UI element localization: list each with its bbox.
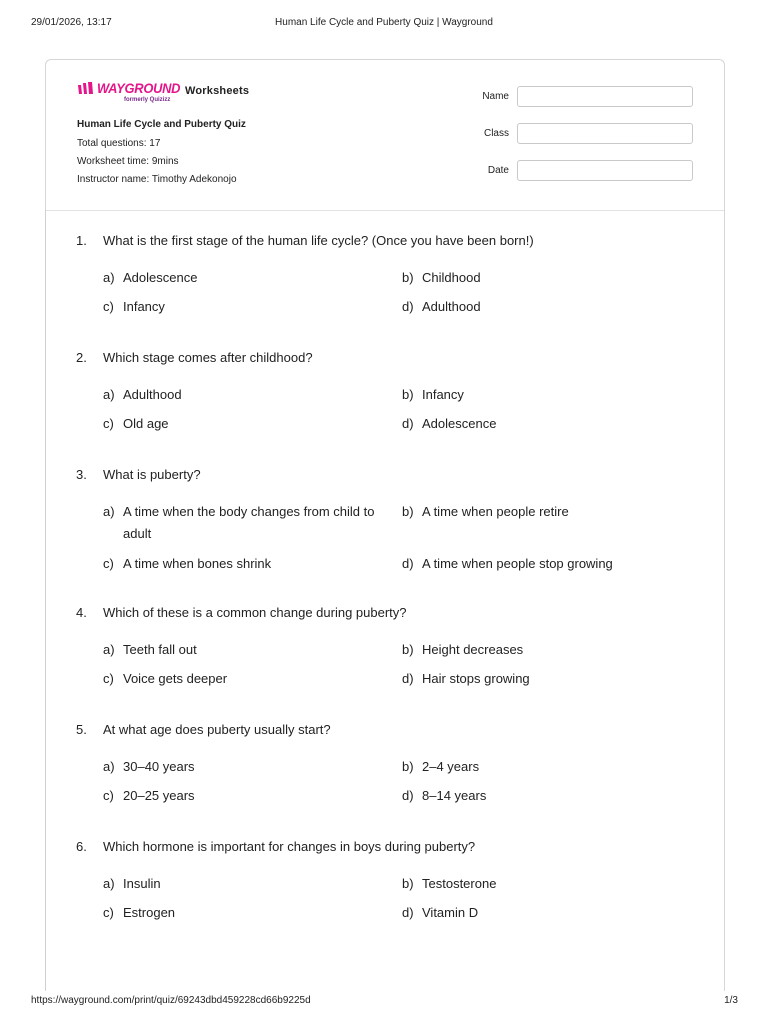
option-text: 2–4 years — [422, 759, 480, 774]
worksheet-time: Worksheet time: 9mins — [77, 156, 179, 167]
question-text: Which of these is a common change during puberty? — [103, 605, 407, 620]
option-text: Adulthood — [123, 387, 182, 402]
option-letter: c) — [103, 905, 114, 920]
option-text: Adolescence — [422, 416, 497, 431]
worksheet-header — [46, 60, 724, 211]
option-text: Hair stops growing — [422, 671, 530, 686]
option-letter: a) — [103, 387, 115, 402]
option-text: A time when the body changes from child to adult — [123, 504, 375, 541]
name-field[interactable] — [517, 86, 693, 107]
option-letter: d) — [402, 299, 414, 314]
question-number: 5. — [76, 722, 87, 737]
option-letter: c) — [103, 299, 114, 314]
option-letter: c) — [103, 556, 114, 571]
option-text: Voice gets deeper — [123, 671, 228, 686]
option-letter: a) — [103, 642, 115, 657]
section-label: Worksheets — [185, 85, 250, 97]
option-letter: a) — [103, 270, 115, 285]
option-text: Infancy — [123, 299, 165, 314]
logo-wordmark: WAYGROUND — [97, 80, 181, 96]
question-number: 6. — [76, 839, 87, 854]
option-letter: d) — [402, 788, 414, 803]
option-text: Adolescence — [123, 270, 198, 285]
option-text: A time when bones shrink — [123, 556, 272, 571]
option-letter: c) — [103, 416, 114, 431]
instructor-name: Instructor name: Timothy Adekonojo — [77, 174, 237, 185]
option-letter: d) — [402, 416, 414, 431]
option-text: A time when people retire — [422, 504, 569, 519]
logo-subtitle: formerly Quizizz — [124, 97, 171, 103]
quiz-title: Human Life Cycle and Puberty Quiz — [77, 119, 246, 130]
option-text: 8–14 years — [422, 788, 487, 803]
option-text: Testosterone — [422, 876, 497, 891]
option-letter: c) — [103, 788, 114, 803]
option-text: A time when people stop growing — [422, 556, 613, 571]
option-text: Estrogen — [123, 905, 176, 920]
option-letter: b) — [402, 387, 414, 402]
option-text: Vitamin D — [422, 905, 479, 920]
option-text: Old age — [123, 416, 169, 431]
name-label: Name — [482, 91, 509, 102]
option-letter: b) — [402, 504, 414, 519]
wayground-logo — [77, 80, 187, 110]
date-field[interactable] — [517, 160, 693, 181]
option-text: Height decreases — [422, 642, 524, 657]
option-letter: b) — [402, 270, 414, 285]
page-number: 1/3 — [724, 995, 738, 1006]
option-letter: d) — [402, 556, 414, 571]
option-text: Adulthood — [422, 299, 481, 314]
question-number: 2. — [76, 350, 87, 365]
content-left-border — [45, 210, 46, 990]
wayground-logo-icon — [77, 82, 97, 96]
option-letter: b) — [402, 759, 414, 774]
option-letter: a) — [103, 504, 115, 519]
question-text: At what age does puberty usually start? — [103, 722, 331, 737]
print-datetime: 29/01/2026, 13:17 — [31, 17, 112, 28]
print-header — [0, 17, 768, 31]
option-letter: b) — [402, 876, 414, 891]
option-letter: b) — [402, 642, 414, 657]
option-letter: d) — [402, 905, 414, 920]
option-text: 30–40 years — [123, 759, 195, 774]
option-text: Infancy — [422, 387, 464, 402]
option-letter: c) — [103, 671, 114, 686]
question-text: What is puberty? — [103, 467, 201, 482]
print-page-title: Human Life Cycle and Puberty Quiz | Wayground — [275, 17, 493, 28]
option-letter: a) — [103, 759, 115, 774]
question-text: Which hormone is important for changes in boys during puberty? — [103, 839, 476, 854]
option-text: Teeth fall out — [123, 642, 197, 657]
option-letter: d) — [402, 671, 414, 686]
question-text: Which stage comes after childhood? — [103, 350, 313, 365]
question-number: 4. — [76, 605, 87, 620]
question-number: 3. — [76, 467, 87, 482]
class-label: Class — [483, 128, 509, 139]
option-letter: a) — [103, 876, 115, 891]
option-text: Childhood — [422, 270, 481, 285]
class-field[interactable] — [517, 123, 693, 144]
total-questions: Total questions: 17 — [77, 138, 161, 149]
option-text: 20–25 years — [123, 788, 195, 803]
question-text: What is the first stage of the human life cycle? (Once you have been born!) — [103, 233, 534, 248]
print-url: https://wayground.com/print/quiz/69243dbd459228cd66b9225d — [31, 995, 311, 1006]
option-text: Insulin — [123, 876, 161, 891]
question-number: 1. — [76, 233, 87, 248]
date-label: Date — [487, 165, 509, 176]
